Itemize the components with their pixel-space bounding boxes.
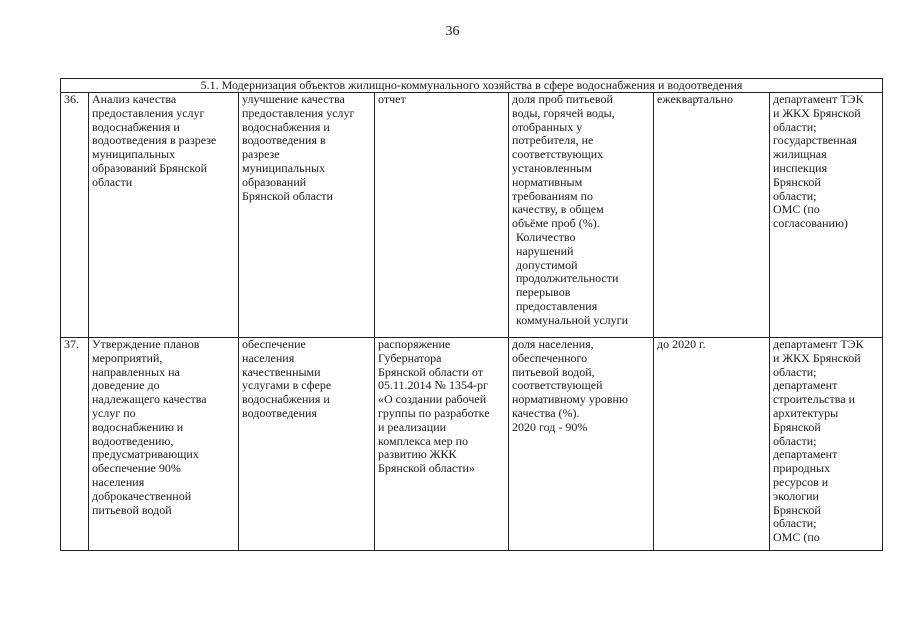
measures-table: [60, 78, 883, 551]
section-title: 5.1. Модернизация объектов жилищно-коммунального хозяйства в сфере водоснабжения и водоотведения: [61, 79, 883, 93]
reporting-document: распоряжение Губернатора Брянской области от 05.11.2014 № 1354-рг «О создании рабочей группы по разработке и реализации комплекса мер по развитию ЖКК Брянской области»: [375, 338, 509, 551]
deadline: ежеквартально: [654, 93, 770, 338]
indicator-cell: [509, 93, 654, 338]
section-header-row: [61, 79, 883, 93]
reporting-document: отчет: [375, 93, 509, 338]
expected-result: обеспечение населения качественными услугами в сфере водоснабжения и водоотведения: [239, 338, 375, 551]
responsible: департамент ТЭК и ЖКХ Брянской области; государственная жилищная инспекция Брянской области; ОМС (по согласованию): [770, 93, 883, 338]
indicator: доля проб питьевой воды, горячей воды, отобранных у потребителя, не соответствующих установленным нормативным требованиям по качеству, в общем объёме проб (%).: [512, 92, 615, 231]
indicator: доля населения, обеспеченного питьевой водой, соответствующей нормативному уровню качества (%). 2020 год - 90%: [509, 338, 654, 551]
table-row: [61, 93, 883, 338]
table-row: [61, 338, 883, 551]
expected-result: улучшение качества предоставления услуг водоснабжения и водоотведения в разрезе муниципальных образований Брянской области: [239, 93, 375, 338]
row-number: 37.: [61, 338, 89, 551]
indicator-extra: Количество нарушений допустимой продолжительности перерывов предоставления коммунальной услуги: [516, 229, 628, 327]
measure-name: Анализ качества предоставления услуг водоснабжения и водоотведения в разрезе муниципальных образований Брянской области: [89, 93, 239, 338]
responsible: департамент ТЭК и ЖКХ Брянской области; департамент строительства и архитектуры Брянской области; департамент природных ресурсов и экологии Брянской области; ОМС (по: [770, 338, 883, 551]
measure-name: Утверждение планов мероприятий, направленных на доведение до надлежащего качества услуг по водоснабжению и водоотведению, предусматривающих обеспечение 90% населения доброкачественной питьевой водой: [89, 338, 239, 551]
deadline: до 2020 г.: [654, 338, 770, 551]
page-number: 36: [445, 24, 460, 39]
row-number: 36.: [61, 93, 89, 338]
